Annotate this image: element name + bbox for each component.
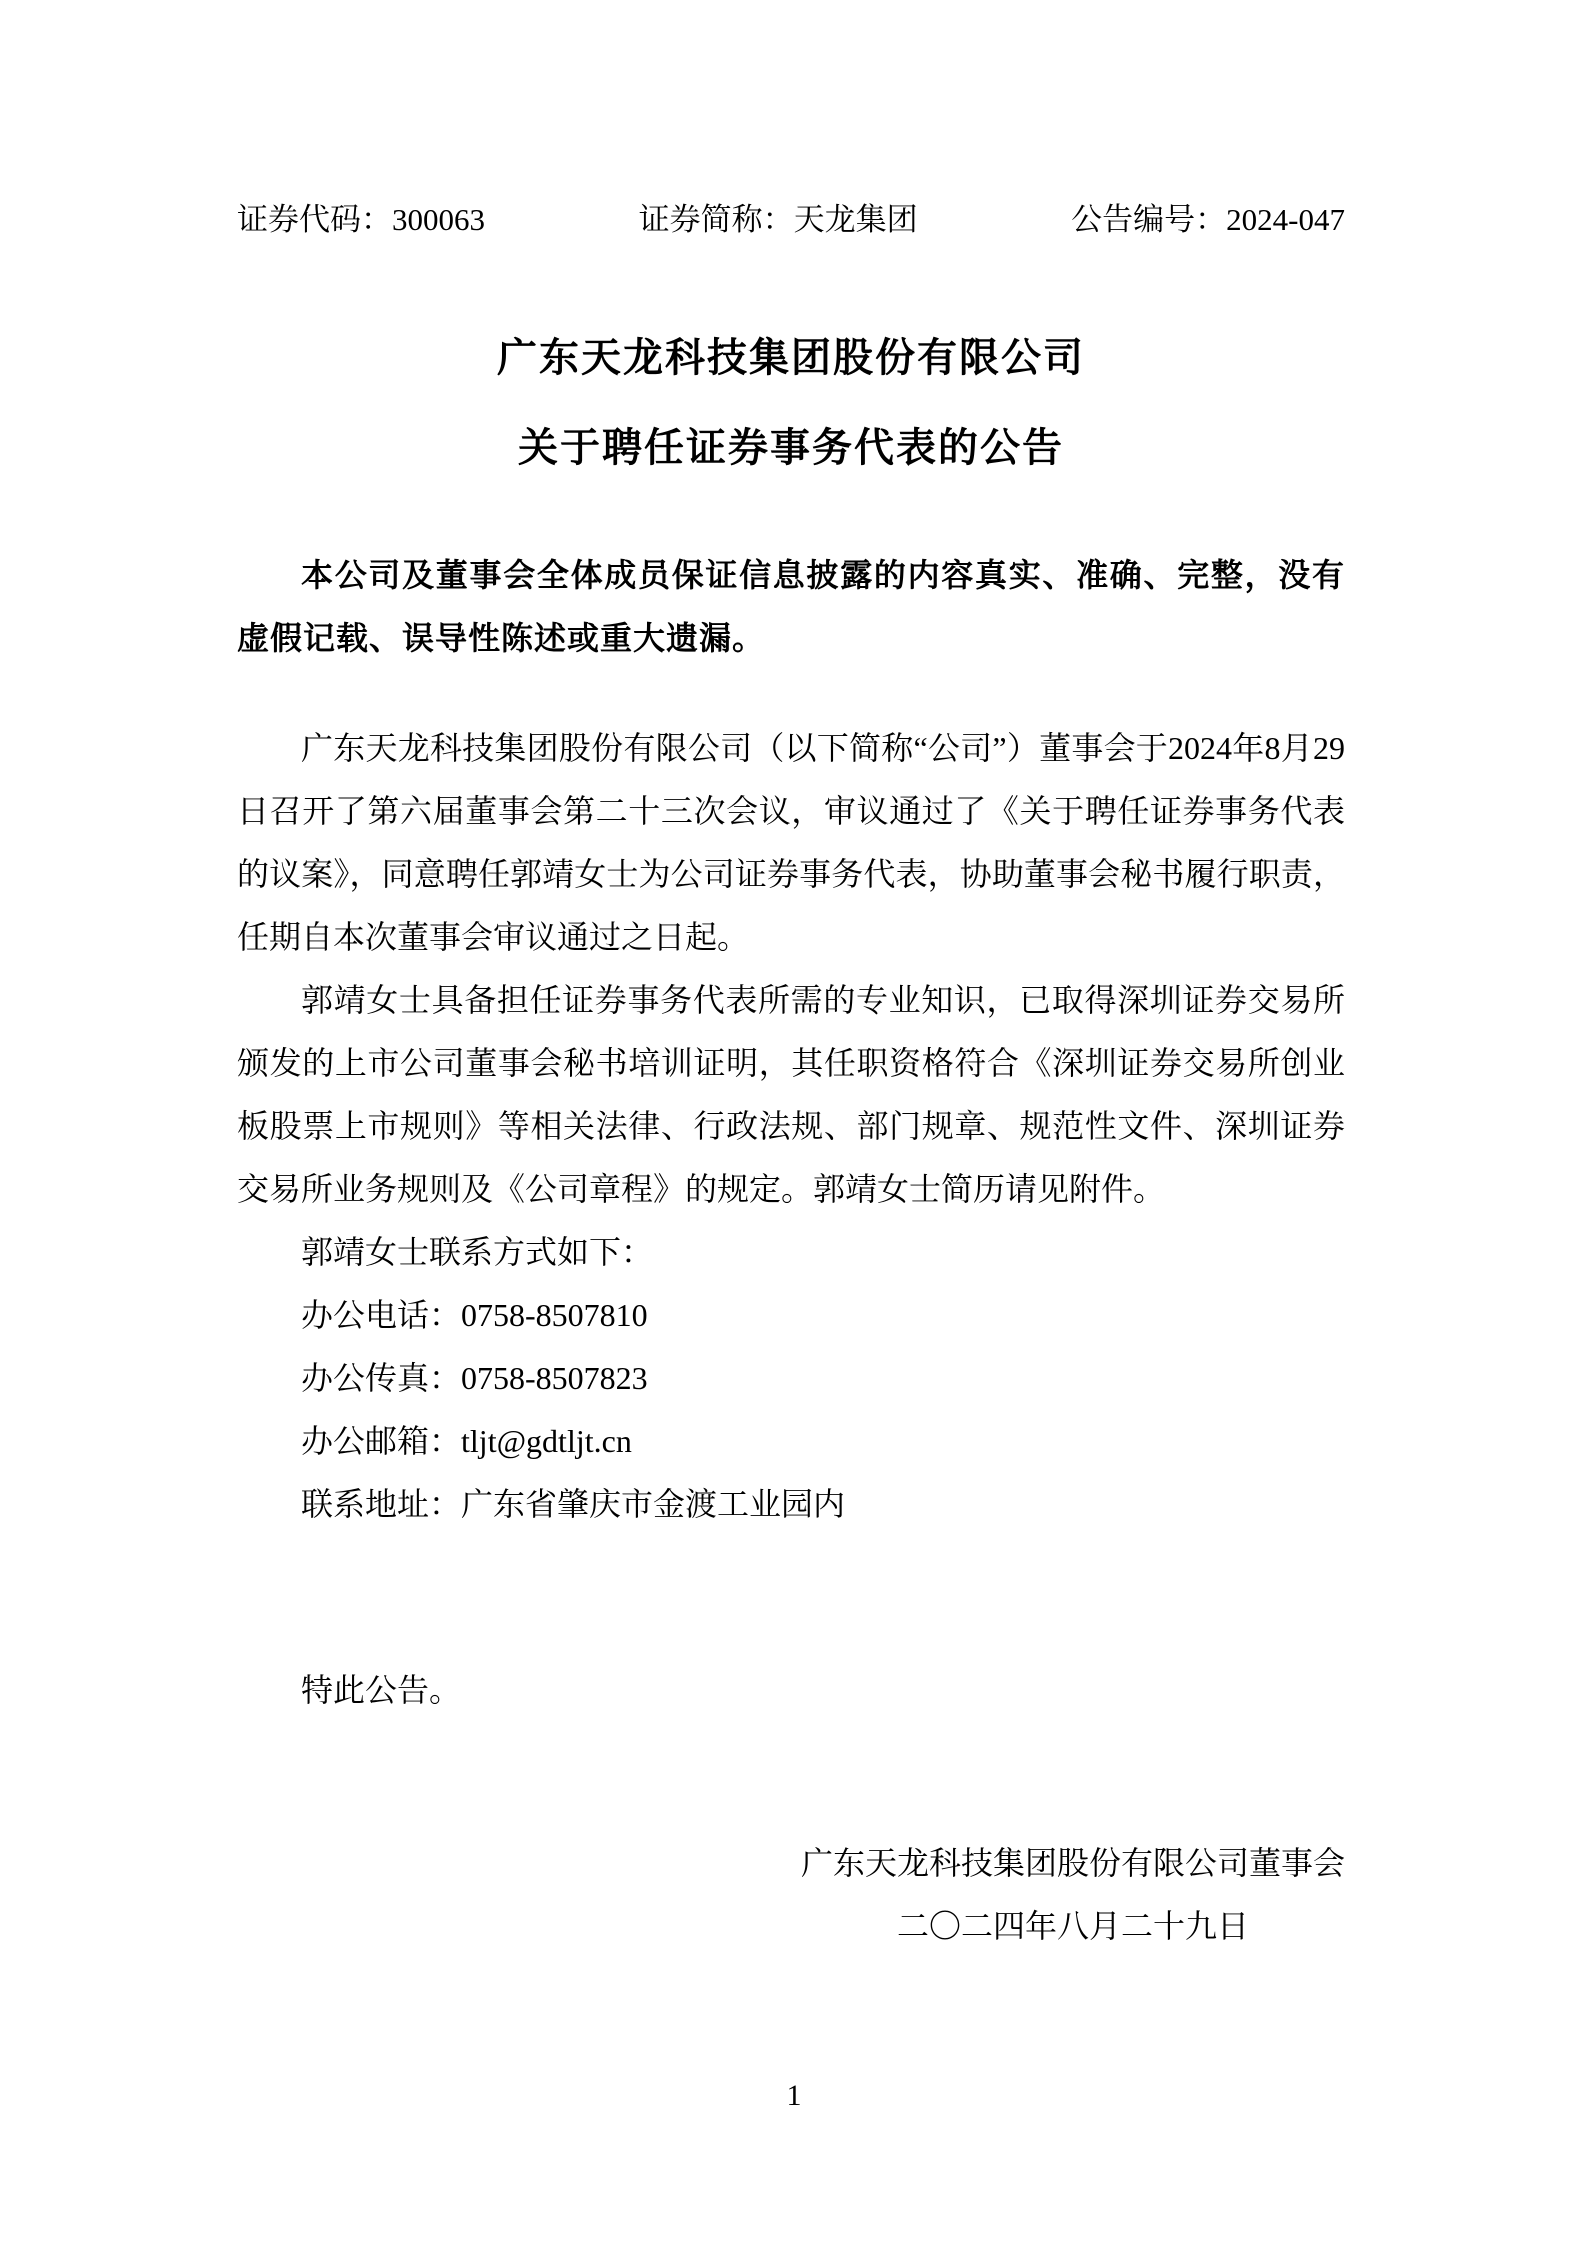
signature-company: 广东天龙科技集团股份有限公司董事会 — [800, 1845, 1345, 1881]
contact-address — [237, 1473, 1345, 1536]
contact-intro: 郭靖女士联系方式如下： — [301, 1234, 654, 1270]
stock-code-value: 300063 — [392, 202, 485, 237]
document-header — [237, 200, 1345, 240]
contact-email-value: tljt@gdtljt.cn — [461, 1423, 632, 1459]
title-block — [237, 313, 1345, 493]
announcement-number — [1071, 200, 1345, 240]
contact-email-label: 办公邮箱： — [301, 1423, 462, 1459]
stock-name-label: 证券简称： — [638, 202, 794, 237]
signature-block — [801, 1832, 1345, 1958]
announcement-number-value: 2024-047 — [1226, 202, 1345, 237]
body-paragraph-1: 广东天龙科技集团股份有限公司（以下简称“公司”）董事会于2024年8月29日召开了第六届董事会第二十三次会议，审议通过了《关于聘任证券事务代表的议案》，同意聘任郭靖女士为公司证券事务代表，协助董事会秘书履行职责，任期自本次董事会审议通过之日起。 — [237, 730, 1345, 955]
stock-name-value: 天龙集团 — [793, 202, 918, 237]
contact-phone — [237, 1284, 1345, 1347]
company-title: 广东天龙科技集团股份有限公司 — [497, 335, 1085, 380]
contact-phone-value: 0758-8507810 — [461, 1297, 648, 1333]
signature-date: 二〇二四年八月二十九日 — [896, 1908, 1249, 1944]
disclaimer-statement: 本公司及董事会全体成员保证信息披露的内容真实、准确、完整，没有虚假记载、误导性陈述或重大遗漏。 — [237, 557, 1345, 656]
stock-name — [639, 200, 918, 240]
contact-fax — [237, 1347, 1345, 1410]
contact-address-label: 联系地址： — [301, 1486, 462, 1522]
stock-code-label: 证券代码： — [237, 202, 392, 237]
contact-email — [237, 1410, 1345, 1473]
announcement-number-label: 公告编号： — [1071, 202, 1227, 237]
stock-code — [237, 200, 485, 240]
announcement-title: 关于聘任证券事务代表的公告 — [518, 425, 1064, 470]
contact-phone-label: 办公电话： — [301, 1297, 462, 1333]
closing-statement: 特此公告。 — [301, 1672, 462, 1708]
contact-fax-value: 0758-8507823 — [461, 1360, 648, 1396]
contact-address-value: 广东省肇庆市金渡工业园内 — [461, 1486, 846, 1522]
body-paragraph-2: 郭靖女士具备担任证券事务代表所需的专业知识，已取得深圳证券交易所颁发的上市公司董事会秘书培训证明，其任职资格符合《深圳证券交易所创业板股票上市规则》等相关法律、行政法规、部门规章、规范性文件、深圳证券交易所业务规则及《公司章程》的规定。郭靖女士简历请见附件。 — [237, 982, 1345, 1207]
page-number: 1 — [786, 2079, 802, 2112]
contact-fax-label: 办公传真： — [301, 1360, 462, 1396]
